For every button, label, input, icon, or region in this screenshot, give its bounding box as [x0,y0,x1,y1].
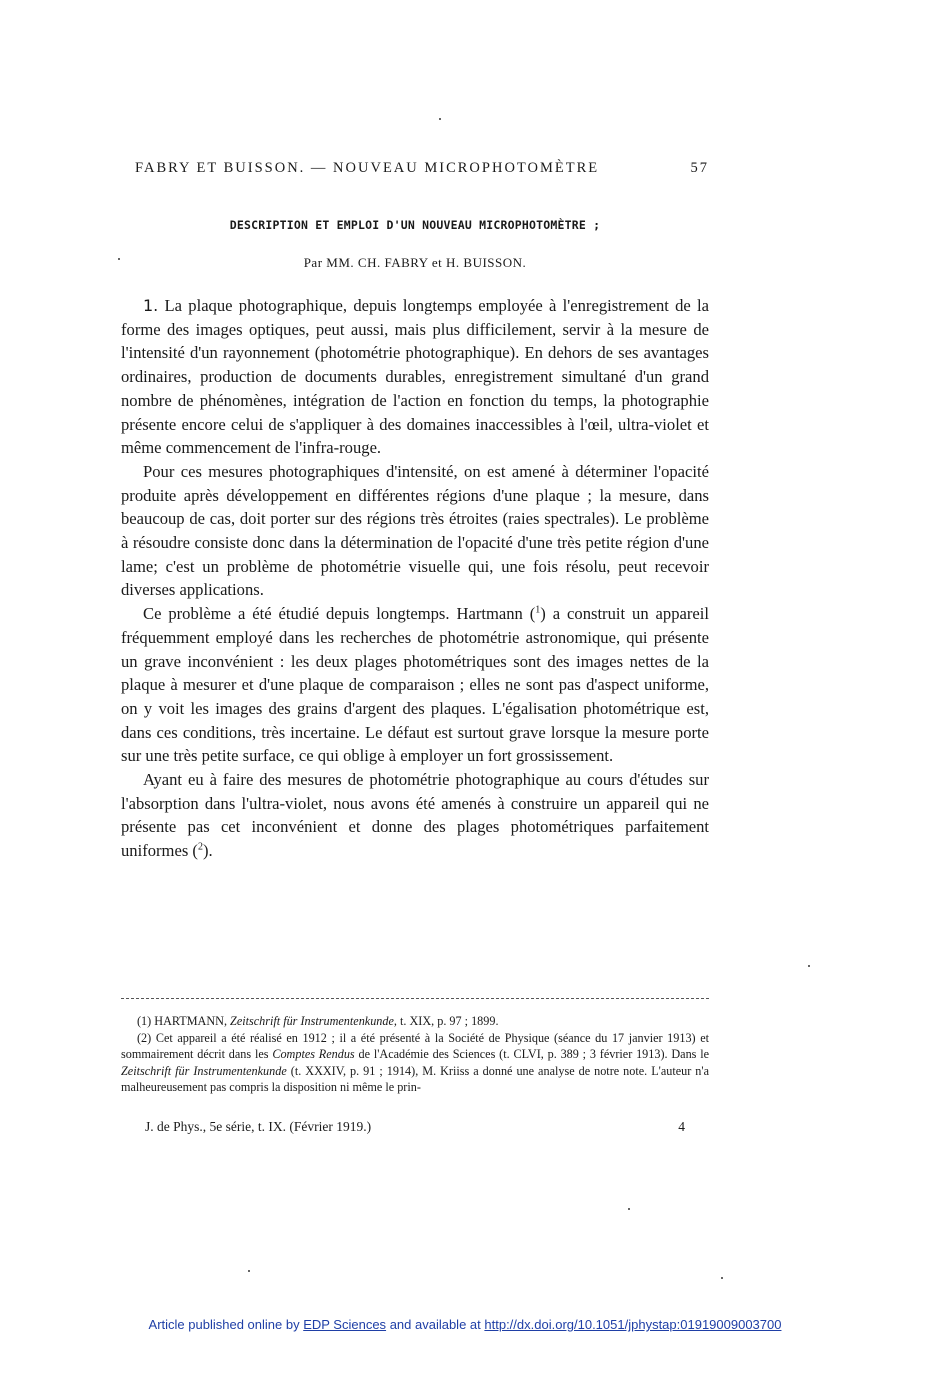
paragraph-text: Ce problème a été étudié depuis longtemps. Hartmann ( [143,604,536,624]
paragraph-4 [121,768,709,863]
body-text [121,294,709,863]
signature-line [145,1119,685,1135]
paragraph-text: La plaque photographique, depuis longtemps employée à l'enregistrement de la forme des images optiques, peut aussi, mais plus difficilement, servir à la mesure de l'intensité d'un rayonnement (photométrie photographique). En dehors de ses avantages ordinaires, production de documents durables, enregistrement simultané d'un grand nombre de phénomènes, intégration de l'action en fonction du temps, la photographie présente encore celui de s'appliquer à des domaines inaccessibles à l'œil, ultra-violet et même commencement de l'infra-rouge. [121,296,710,458]
footnotes [121,1013,709,1096]
paragraph-text: ) a construit un appareil fréquemment employé dans les recherches de photométrie astronomique, qui présente un grave inconvénient : les deux plages photométriques sont des images nettes de la plaque à mesurer et d'une plaque de comparaison ; elles ne sont pas d'aspect uniforme, on y voit les images des grains d'argent des plaques. L'égalisation photométrique est, dans ces conditions, très incertaine. Le défaut est surtout grave lorsque la mesure porte sur une très petite surface, ce qui oblige à employer un fort grossissement. [121,604,709,766]
footnote-text: de l'Académie des Sciences (t. CLVI, p. 389 ; 3 février 1913). Dans le [358,1047,710,1062]
paragraph-1 [121,294,709,460]
scan-speck [118,258,120,260]
running-head [135,160,709,177]
footnote-journal: Zeitschrift für Instrumentenkunde [121,1063,287,1078]
journal-citation: J. de Phys., 5e série, t. IX. (Février 1919.) [145,1119,372,1134]
article-title: DESCRIPTION ET EMPLOI D'UN NOUVEAU MICROPHOTOMÈTRE ; [229,218,601,232]
footnote-ref: 2 [197,841,203,853]
doi-link[interactable]: http://dx.doi.org/10.1051/jphystap:01919009003700 [484,1317,782,1332]
publisher-link[interactable]: EDP Sciences [303,1317,387,1332]
footnote-text: (t. XXXIV, p. 91 ; 1914), M. Kriiss a donné une analyse de notre note. L'auteur n'a malheureusement pas compris la disposition ni même le prin- [121,1063,709,1095]
paragraph-text: Ayant eu à faire des mesures de photométrie photographique au cours d'études sur l'absorption dans l'ultra-violet, nous avons été amenés à construire un appareil qui ne présente pas cet inconvénient et donne des plages photométriques parfaitement uniformes ( [121,770,709,861]
scan-speck [439,118,441,120]
paragraph-text: Pour ces mesures photographiques d'intensité, on est amené à déterminer l'opacité produite après développement en différentes régions d'une plaque ; la mesure, dans beaucoup de cas, doit porter sur des régions très étroites (raies spectrales). Le problème à résoudre consiste donc dans la détermination de l'opacité d'une très petite région d'une lame; c'est un problème de photométrie visuelle qui, une fois résolu, peut recevoir diverses applications. [121,461,709,600]
footnote-divider [121,998,709,999]
journal-page [121,0,709,1379]
paragraph-2 [121,460,709,602]
scan-speck [808,965,810,967]
publisher-middle: and available at [389,1317,481,1332]
footnote-author: HARTMANN, [154,1014,227,1028]
publisher-notice [0,1317,930,1332]
footnote-1 [121,1013,709,1030]
footnote-2 [121,1030,709,1096]
footnote-marker: (2) [137,1030,152,1045]
running-head-title: FABRY ET BUISSON. — NOUVEAU MICROPHOTOMÈTRE [135,160,600,176]
footnote-text: t. XIX, p. 97 ; 1899. [399,1014,499,1028]
article-byline: Par MM. CH. FABRY et H. BUISSON. [303,255,527,270]
page-number: 57 [690,160,709,176]
footnote-marker: (1) [137,1014,152,1028]
sheet-number: 4 [678,1119,685,1134]
publisher-prefix: Article published online by [148,1317,300,1332]
footnote-text: Cet appareil a été réalisé en 1912 ; il a été présenté à la Société de Physique (séance du 17 janvier 1913) et sommairement décrit dans les [121,1030,710,1062]
footnote-journal: Zeitschrift für Instrumentenkunde, [230,1014,397,1028]
paragraph-3 [121,602,709,768]
scan-speck [248,1270,250,1272]
paragraph-text: ). [202,841,213,861]
scan-speck [628,1208,630,1210]
scan-speck [721,1277,723,1279]
footnote-journal: Comptes Rendus [272,1047,355,1062]
footnote-ref: 1 [535,604,541,616]
paragraph-number: 1. [143,296,159,315]
